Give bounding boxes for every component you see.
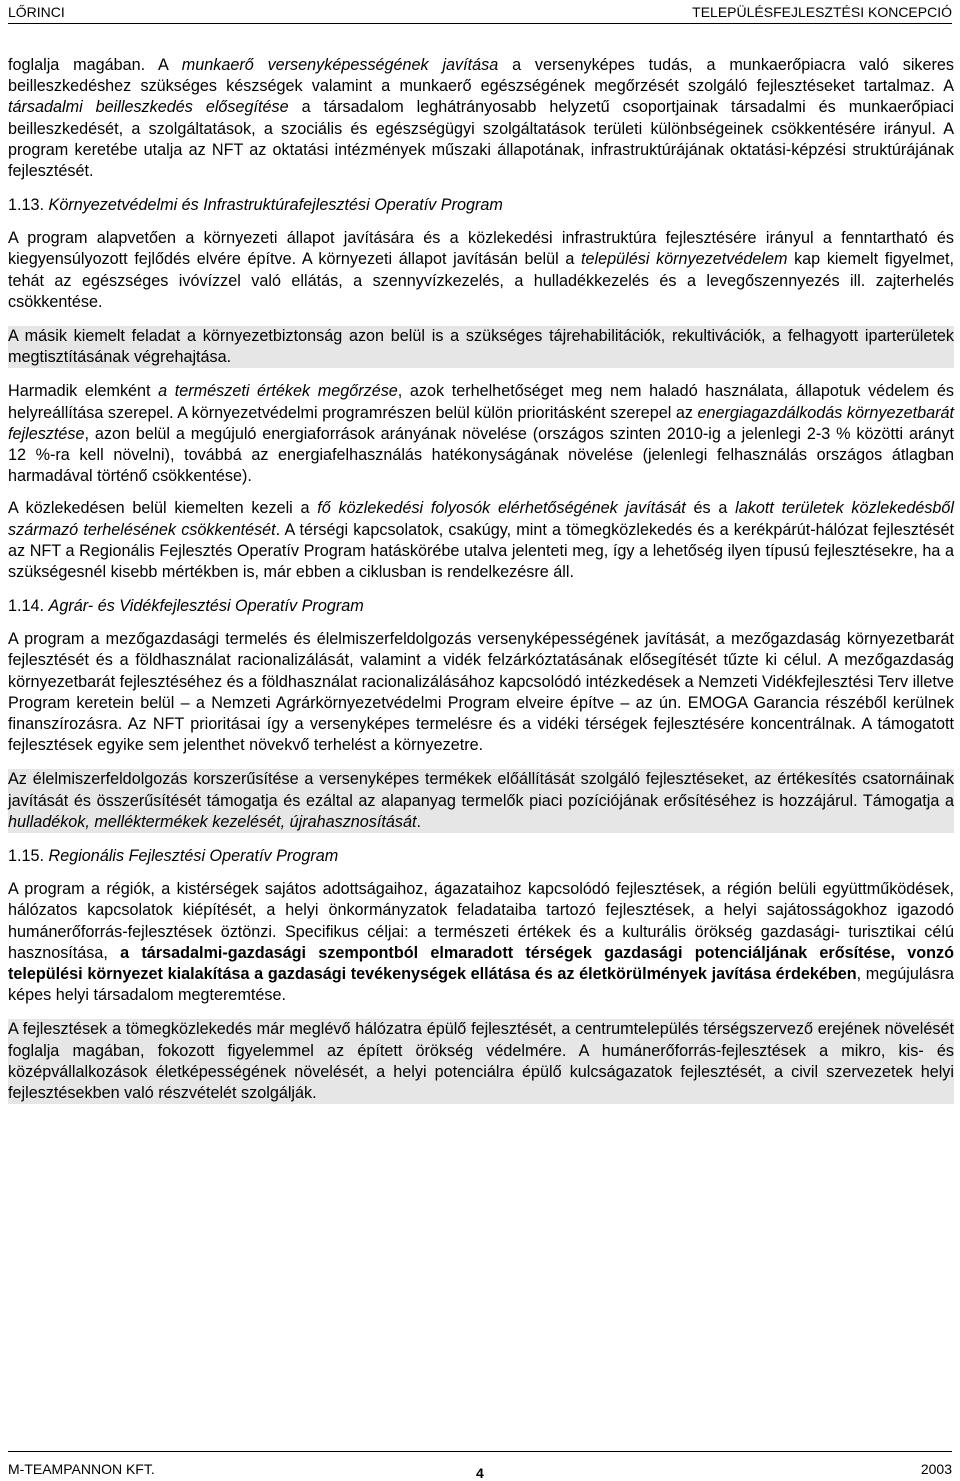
- section-heading-1-13: [8, 195, 954, 216]
- paragraph-transport: A közlekedésen belül kiemelten kezeli a fő közlekedési folyosók elérhetőségének javítását és a lakott területek közlekedésből származó terhelésének csökkentését. A térségi kapcsolatok, csakúgy, mint a tömegközlekedés és a kerékpárút-hálózat fejlesztését az NFT a Regionális Fejlesztés Operatív Program hatáskörébe utalva jelenteti meg, így a lehetőség ilyen típusú fejlesztésekre, ha a szükségesnél kisebb mértékben is, már ebben a ciklusban is rendelkezésre áll.: [8, 499, 955, 582]
- section-number: 1.14.: [8, 597, 49, 616]
- paragraph-agriculture: A program a mezőgazdasági termelés és élelmiszerfeldolgozás versenyképességének javítását, a mezőgazdaság környezetbarát fejlesztését és a földhasználat racionalizálását, valamint a vidék felzárkóztatásának elősegítését tűzte ki célul. A mezőgazdaság környezetbarát fejlesztéséhez és a földhasználat racionalizálásához kapcsolódó intézkedések a Nemzeti Vidékfejlesztési Terv illetve Program keretein belül – a Nemzeti Agrárkörnyezetvédelmi Program elveire építve – az ún. EMOGA Garancia részéből kerülnek finanszírozásra. Az NFT prioritásai így a versenyképes termelésre és a vidéki térségek fejlesztésére koncentrálnak. A támogatott fejlesztések egyike sem jelenthet növekvő terhelést a környezetre.: [8, 630, 954, 755]
- section-title: Regionális Fejlesztési Operatív Program: [48, 847, 339, 866]
- section-heading-1-15: [8, 846, 954, 867]
- section-number: 1.13.: [8, 196, 49, 215]
- paragraph-environmental-safety: A másik kiemelt feladat a környezetbiztonság azon belül is a szükséges tájrehabilitációk, rekultivációk, a felhagyott iparterületek megtisztításának végrehajtása.: [8, 326, 954, 368]
- header-right-title: TELEPÜLÉSFEJLESZTÉSI KONCEPCIÓ: [692, 4, 952, 20]
- section-title: Agrár- és Vidékfejlesztési Operatív Program: [48, 597, 364, 616]
- header-left-title: LŐRINCI: [8, 4, 65, 20]
- page-header: [8, 2, 952, 22]
- section-title: Környezetvédelmi és Infrastruktúrafejlesztési Operatív Program: [48, 196, 503, 215]
- paragraph-intro: foglalja magában. A munkaerő versenyképességének javítása a versenyképes tudás, a munkaerőpiacra való sikeres beilleszkedéshez szükséges készségek valamint a munkaerő egészségének megőrzését szolgáló fejlesztéseket tartalmaz. A társadalmi beilleszkedés elősegítése a társadalom leghátrányosabb helyzetű csoportjainak társadalmi és munkaerőpiaci beilleszkedését, a szolgáltatások, a szociális és egészségügyi szolgáltatások területi különbségeinek csökkentésére irányul. A program keretébe utalja az NFT az oktatási intézmények műszaki állapotának, infrastruktúrájának oktatási-képzési struktúrájának fejlesztését.: [8, 56, 955, 181]
- paragraph-natural-values: Harmadik elemként a természeti értékek megőrzése, azok terhelhetőséget meg nem haladó használata, állapotuk védelem és helyreállítása szerepel. A környezetvédelmi programrészen belül külön prioritásként szerepel az energiagazdálkodás környezetbarát fejlesztése, azon belül a megújuló energiaforrások arányának növelése (országos szinten 2010-ig a jelenlegi 2-3 % közötti arányt 12 %-ra kell növelni), továbbá az energiafelhasználás hatékonyságának növelése (jelenlegi felhasználás országos átlagban harmadával történő csökkentése).: [8, 382, 954, 486]
- page-number: 4: [476, 1465, 484, 1481]
- header-divider: [8, 23, 952, 24]
- paragraph-regional: A program a régiók, a kistérségek sajátos adottságaihoz, ágazataihoz kapcsolódó fejlesztések, a régión belüli együttműködések, hálózatos kapcsolatok kiépítését, a helyi önkormányzatok feladataiba tartozó fejlesztések, a helyi sajátosságokhoz igazodó humánerőforrás-fejlesztések öztönzi. Specifikus céljai: a természeti értékek és a kulturális örökség gazdasági- turisztikai célú hasznosítása, a társadalmi-gazdasági szempontból elmaradott térségek gazdasági potenciáljának erősítése, vonzó települési környezet kialakítása a gazdasági tevékenységek ellátása és az életkörülmények javítása érdekében, megújulásra képes helyi társadalom megteremtése.: [8, 880, 954, 1005]
- section-heading-1-14: [8, 596, 954, 617]
- paragraph-food-processing: Az élelmiszerfeldolgozás korszerűsítése a versenyképes termékek előállítását szolgáló fejlesztéseket, az értékesítés csatornáinak javítását és összerűsítését támogatja és ezáltal az alapanyag termelők piaci pozíciójának erősítéséhez is hozzájárul. Támogatja a hulladékok, melléktermékek kezelését, újrahasznosítását.: [8, 769, 954, 833]
- footer-divider: [8, 1451, 952, 1452]
- paragraph-public-transport: A fejlesztések a tömegközlekedés már meglévő hálózatra épülő fejlesztését, a centrumtelepülés térségszervező erejének növelését foglalja magában, fokozott figyelemmel az épített örökség védelmére. A humánerőforrás-fejlesztések a mikro, kis- és középvállalkozások életképességének növelését, a helyi potenciálra épülő kulcságazatok fejlesztését, a civil szervezetek helyi fejlesztésekben való részvételét szolgálják.: [8, 1019, 954, 1104]
- section-number: 1.15.: [8, 847, 49, 866]
- page-footer: [8, 1458, 952, 1481]
- document-body: [8, 55, 954, 1117]
- paragraph-environment: A program alapvetően a környezeti állapot javítására és a közlekedési infrastruktúra fejlesztésére irányul a fenntartható és kiegyensúlyozott fejlődés elvére építve. A környezeti állapot javításán belül a települési környezetvédelem kap kiemelt figyelmet, tehát az egészséges ivóvízzel való ellátás, a szennyvízkezelés, a hulladékkezelés és a levegőszennyezés ill. zajterhelés csökkentése.: [8, 229, 954, 311]
- footer-year: 2003: [920, 1461, 952, 1477]
- footer-company: M-TEAMPANNON KFT.: [8, 1461, 155, 1477]
